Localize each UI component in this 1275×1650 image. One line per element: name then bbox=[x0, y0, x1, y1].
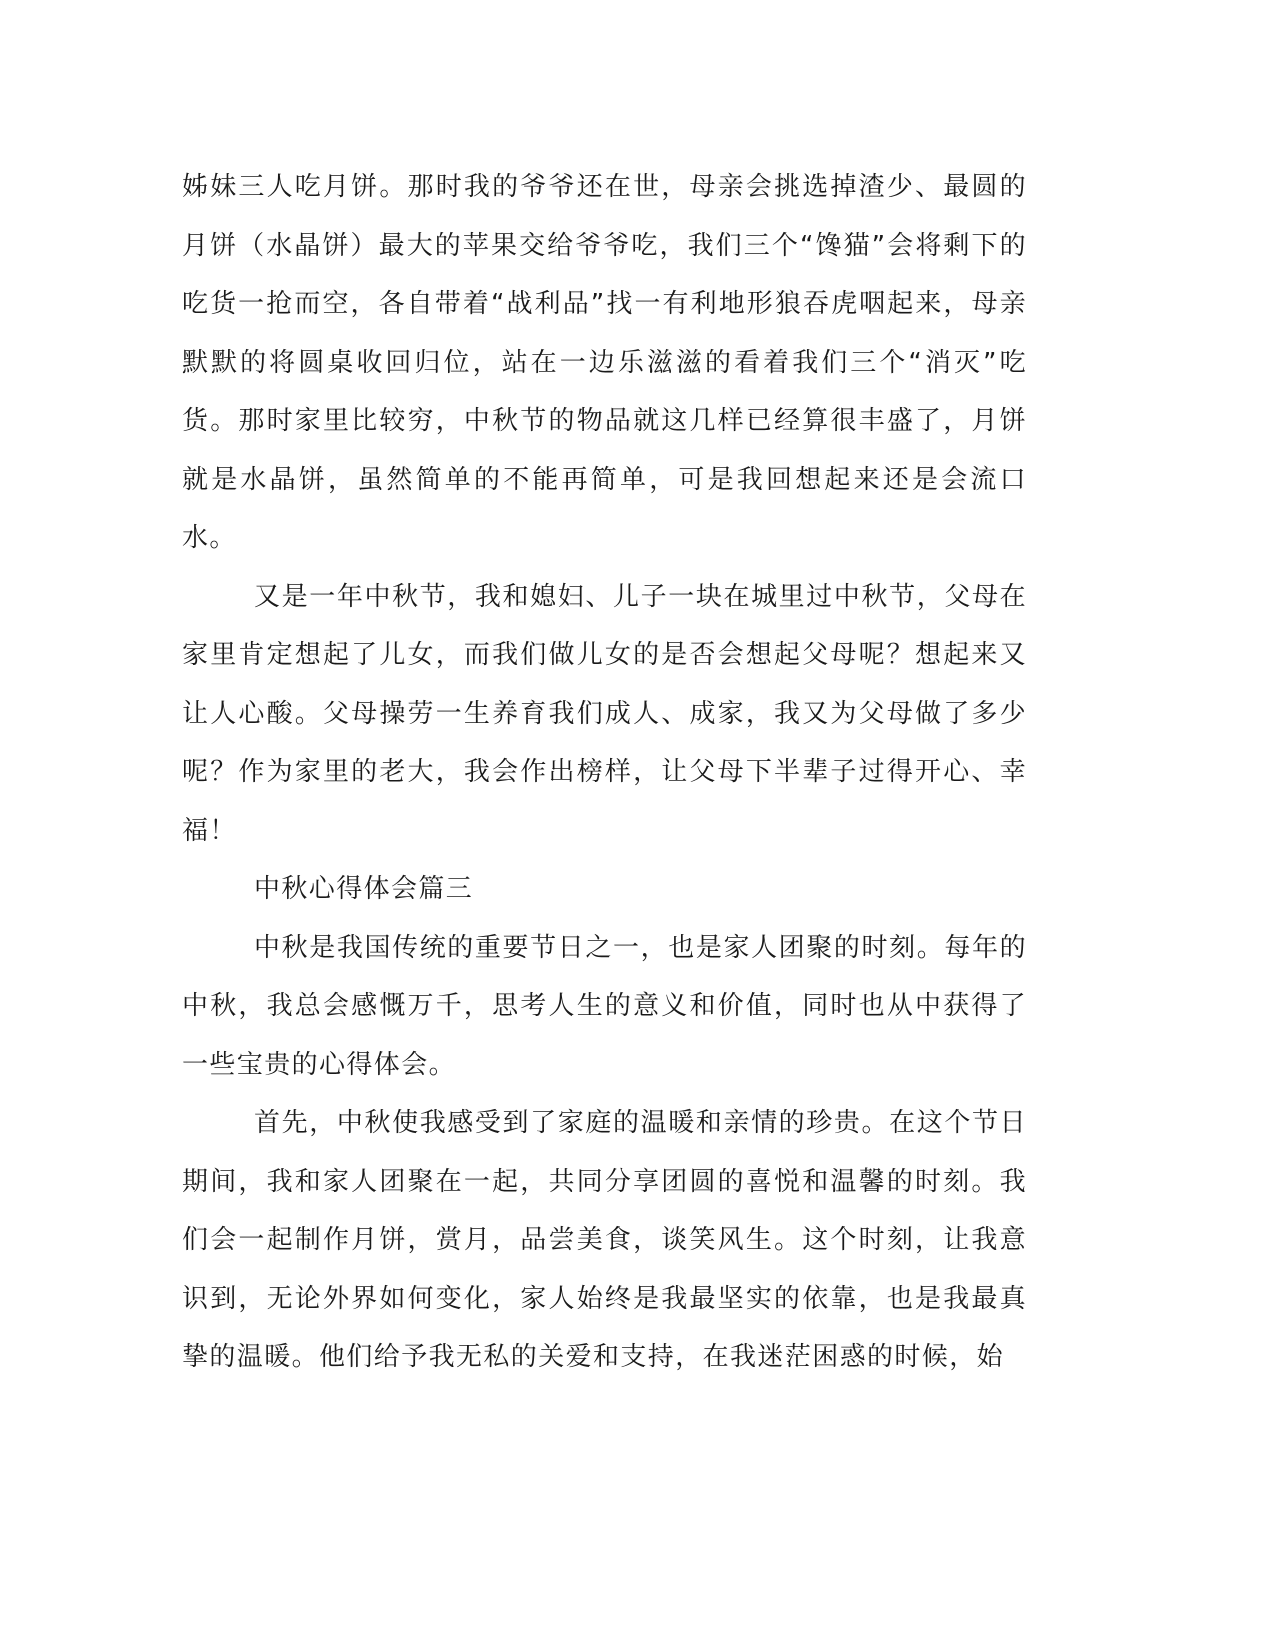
section-heading: 中秋心得体会篇三 bbox=[254, 874, 474, 904]
paragraph-continuation: 姊妹三人吃月饼。那时我的爷爷还在世，母亲会挑选掉渣少、最圆的月饼（水晶饼）最大的苹果交给爷爷吃，我们三个“馋猫”会将剩下的吃货一抢而空，各自带着“战利品”找一有利地形狼吞虎咽起来，母亲默默的将圆桌收回归位，站在一边乐滋滋的看着我们三个“消灭”吃货。那时家里比较穷，中秋节的物品就这几样已经算很丰盛了，月饼就是水晶饼，虽然简单的不能再简单，可是我回想起来还是会流口水。 bbox=[182, 172, 1027, 553]
paragraph-intro: 中秋是我国传统的重要节日之一，也是家人团聚的时刻。每年的中秋，我总会感慨万千，思考人生的意义和价值，同时也从中获得了一些宝贵的心得体会。 bbox=[182, 932, 1027, 1080]
paragraph-family-warmth: 首先，中秋使我感受到了家庭的温暖和亲情的珍贵。在这个节日期间，我和家人团聚在一起，共同分享团圆的喜悦和温馨的时刻。我们会一起制作月饼，赏月，品尝美食，谈笑风生。这个时刻，让我意识到，无论外界如何变化，家人始终是我最坚实的依靠，也是我最真挚的温暖。他们给予我无私的关爱和支持，在我迷茫困惑的时候，始 bbox=[182, 1108, 1027, 1372]
paragraph-parents: 又是一年中秋节，我和媳妇、儿子一块在城里过中秋节，父母在家里肯定想起了儿女，而我们做儿女的是否会想起父母呢？想起来又让人心酸。父母操劳一生养育我们成人、成家，我又为父母做了多少呢？作为家里的老大，我会作出榜样，让父母下半辈子过得开心、幸福！ bbox=[182, 581, 1027, 846]
document-body bbox=[182, 158, 1027, 1387]
